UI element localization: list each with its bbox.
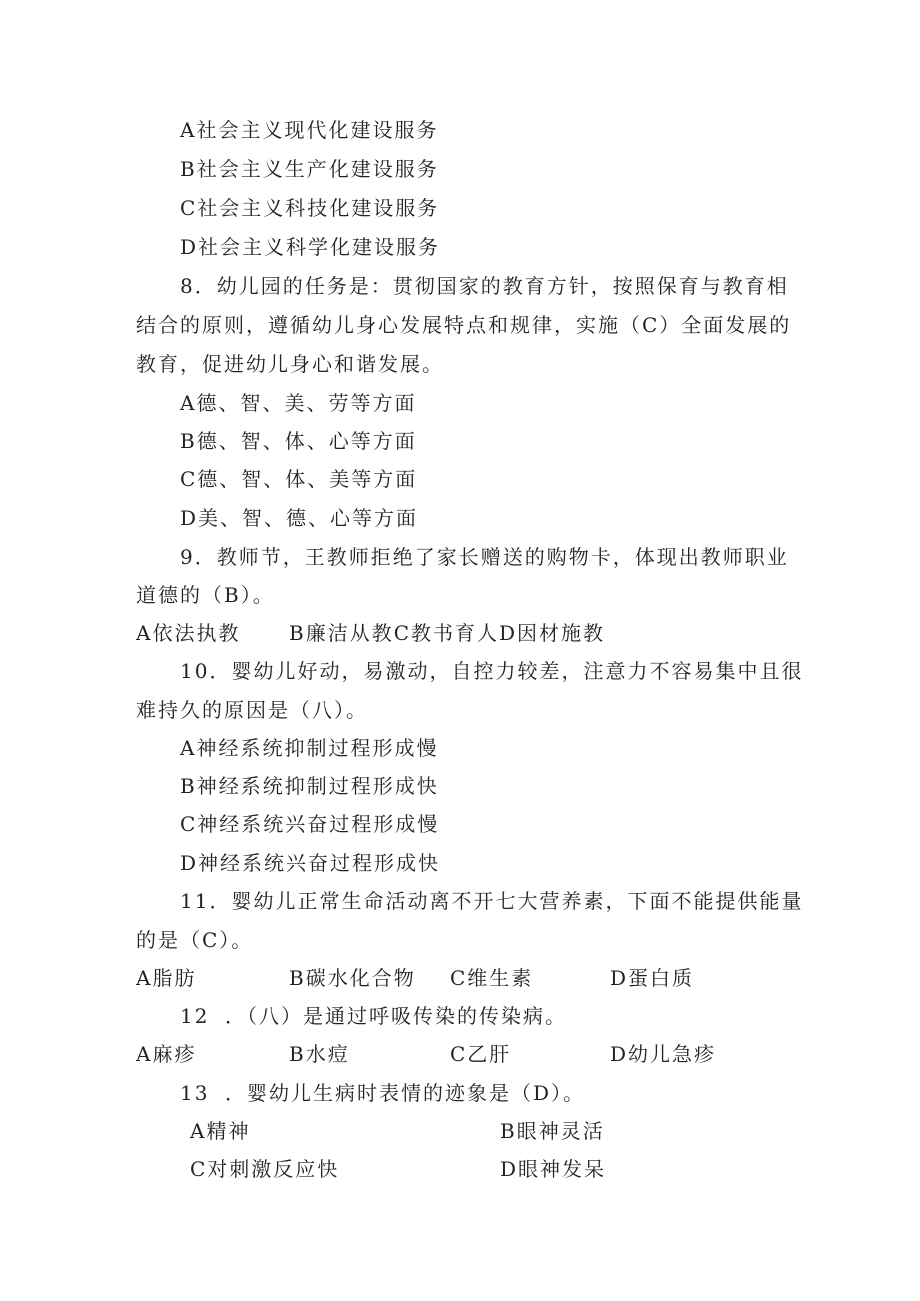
q10-option-a: A神经系统抑制过程形成慢: [180, 736, 439, 760]
q11-line-1: 11．婴幼儿正常生命活动离不开七大营养素，下面不能提供能量: [180, 889, 804, 913]
q13-option-c: C对刺激反应快: [190, 1157, 340, 1181]
q12-option-b: B水痘: [289, 1042, 350, 1066]
q12-number: 12: [180, 1004, 210, 1028]
q8-line-2: 结合的原则，遵循幼儿身心发展特点和规律，实施（C）全面发展的: [136, 313, 792, 337]
q9-option-bcd: B廉洁从教C教书育人D因材施教: [289, 621, 606, 645]
q12-option-a: A麻疹: [136, 1042, 197, 1066]
q8-option-c: C德、智、体、美等方面: [180, 467, 418, 491]
q8-option-a: A德、智、美、劳等方面: [180, 391, 417, 415]
q9-option-a: A依法执教: [136, 621, 241, 645]
q13-text: ．婴幼儿生病时表情的迹象是（D）。: [225, 1081, 586, 1105]
q12-option-d: D幼儿急疹: [610, 1042, 717, 1066]
q7-option-c: C社会主义科技化建设服务: [180, 196, 440, 220]
q11-option-c: C维生素: [450, 966, 534, 990]
q12-text: ．（八）是通过呼吸传染的传染病。: [225, 1004, 567, 1028]
q11-option-a: A脂肪: [136, 966, 197, 990]
q10-line-2: 难持久的原因是（八）。: [136, 698, 368, 722]
q10-option-d: D神经系统兴奋过程形成快: [180, 851, 441, 875]
q7-option-d: D社会主义科学化建设服务: [180, 235, 441, 259]
q9-line-2: 道德的（B）。: [136, 583, 275, 607]
q11-option-b: B碳水化合物: [289, 966, 416, 990]
q10-option-b: B神经系统抑制过程形成快: [180, 774, 439, 798]
q10-line-1: 10．婴幼儿好动，易激动，自控力较差，注意力不容易集中且很: [180, 659, 804, 683]
q11-option-d: D蛋白质: [610, 966, 695, 990]
q10-option-c: C神经系统兴奋过程形成慢: [180, 812, 440, 836]
q11-line-2: 的是（C）。: [136, 928, 254, 952]
q8-option-b: B德、智、体、心等方面: [180, 429, 417, 453]
q9-line-1: 9．教师节，王教师拒绝了家长赠送的购物卡，体现出教师职业: [180, 545, 789, 569]
q13-number: 13: [180, 1081, 210, 1105]
q7-option-a: A社会主义现代化建设服务: [180, 118, 439, 142]
q13-option-a: A精神: [190, 1119, 251, 1143]
q13-option-b: B眼神灵活: [500, 1119, 605, 1143]
q13-option-d: D眼神发呆: [500, 1157, 607, 1181]
q8-line-3: 教育，促进幼儿身心和谐发展。: [136, 352, 444, 376]
q7-option-b: B社会主义生产化建设服务: [180, 157, 439, 181]
q8-line-1: 8．幼儿园的任务是：贯彻国家的教育方针，按照保育与教育相: [180, 274, 789, 298]
q12-option-c: C乙肝: [450, 1042, 512, 1066]
q8-option-d: D美、智、德、心等方面: [180, 506, 419, 530]
